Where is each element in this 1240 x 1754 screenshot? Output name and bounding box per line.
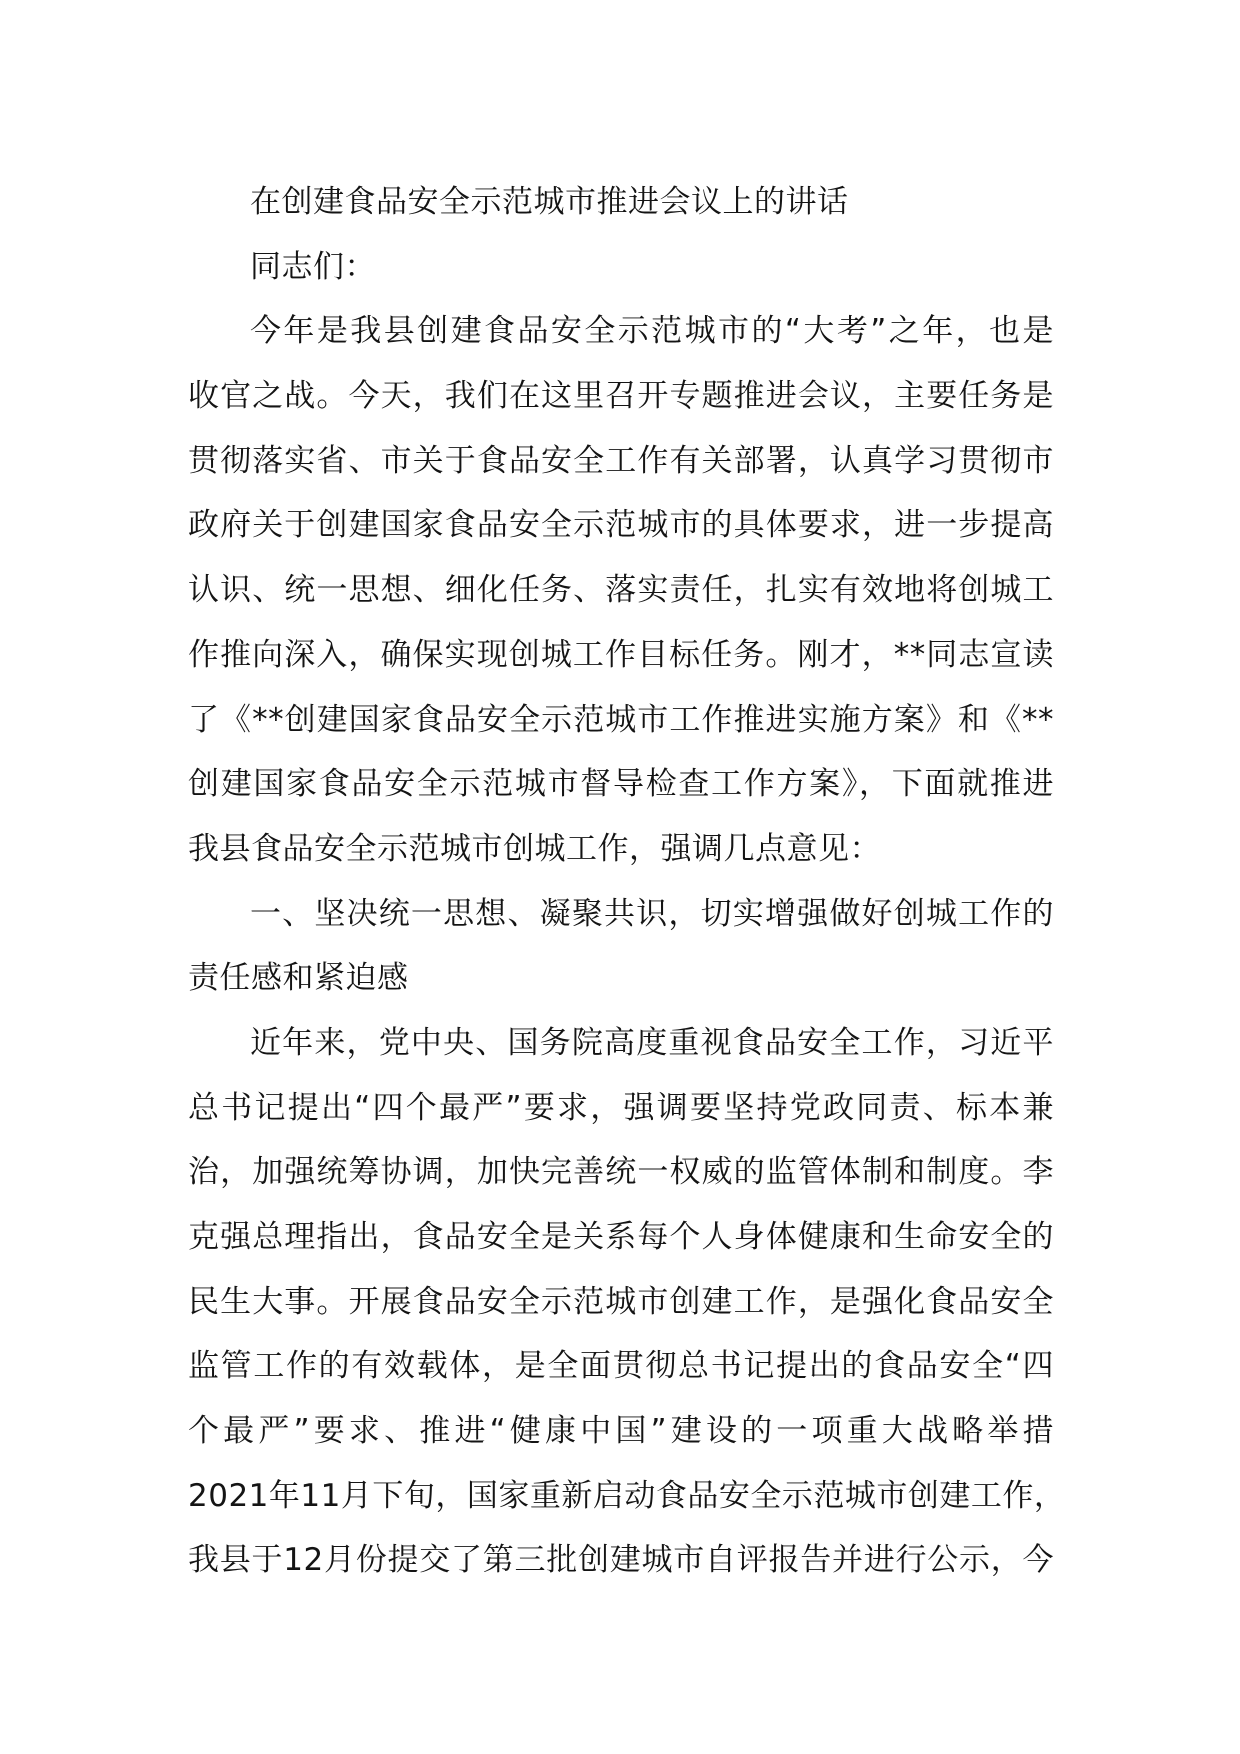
text-line: 监管工作的有效载体，是全面贯彻总书记提出的食品安全“四	[188, 1348, 1054, 1385]
text-line: 在创建食品安全示范城市推进会议上的讲话	[250, 184, 849, 220]
text-line: 作推向深入，确保实现创城工作目标任务。刚才，**同志宣读	[188, 636, 1054, 673]
text-line: 民生大事。开展食品安全示范城市创建工作，是强化食品安全	[188, 1283, 1054, 1320]
speech-title	[188, 170, 1054, 235]
text-line: 我县食品安全示范城市创城工作，强调几点意见：	[188, 830, 881, 867]
text-line: 总书记提出“四个最严”要求，强调要坚持党政同责、标本兼	[188, 1089, 1054, 1126]
salutation	[188, 235, 1054, 300]
document-body	[188, 170, 1066, 1593]
section-heading	[188, 882, 1054, 1011]
text-line: 政府关于创建国家食品安全示范城市的具体要求，进一步提高	[188, 507, 1054, 544]
text-line: 2021年11月下旬，国家重新启动食品安全示范城市创建工作，	[188, 1477, 1066, 1514]
text-line: 贯彻落实省、市关于食品安全工作有关部署，认真学习贯彻市	[188, 442, 1054, 479]
body-paragraph	[188, 1011, 1066, 1593]
text-line: 克强总理指出，食品安全是关系每个人身体健康和生命安全的	[188, 1219, 1054, 1255]
text-line: 责任感和紧迫感	[188, 960, 409, 997]
text-line: 我县于12月份提交了第三批创建城市自评报告并进行公示，今	[188, 1542, 1054, 1579]
text-line: 近年来，党中央、国务院高度重视食品安全工作，习近平	[250, 1024, 1054, 1061]
text-line: 个最严”要求、推进“健康中国”建设的一项重大战略举措	[188, 1413, 1054, 1450]
text-line: 一、坚决统一思想、凝聚共识，切实增强做好创城工作的	[250, 895, 1054, 932]
text-line: 认识、统一思想、细化任务、落实责任，扎实有效地将创城工	[188, 572, 1054, 609]
text-line: 治，加强统筹协调，加快完善统一权威的监管体制和制度。李	[188, 1154, 1054, 1191]
text-line: 了《**创建国家食品安全示范城市工作推进实施方案》和《**	[188, 701, 1054, 738]
text-line: 同志们：	[250, 248, 376, 285]
text-line: 今年是我县创建食品安全示范城市的“大考”之年，也是	[250, 313, 1054, 350]
text-line: 创建国家食品安全示范城市督导检查工作方案》，下面就推进	[188, 766, 1054, 803]
intro-paragraph	[188, 299, 1054, 881]
text-line: 收官之战。今天，我们在这里召开专题推进会议，主要任务是	[188, 378, 1054, 415]
